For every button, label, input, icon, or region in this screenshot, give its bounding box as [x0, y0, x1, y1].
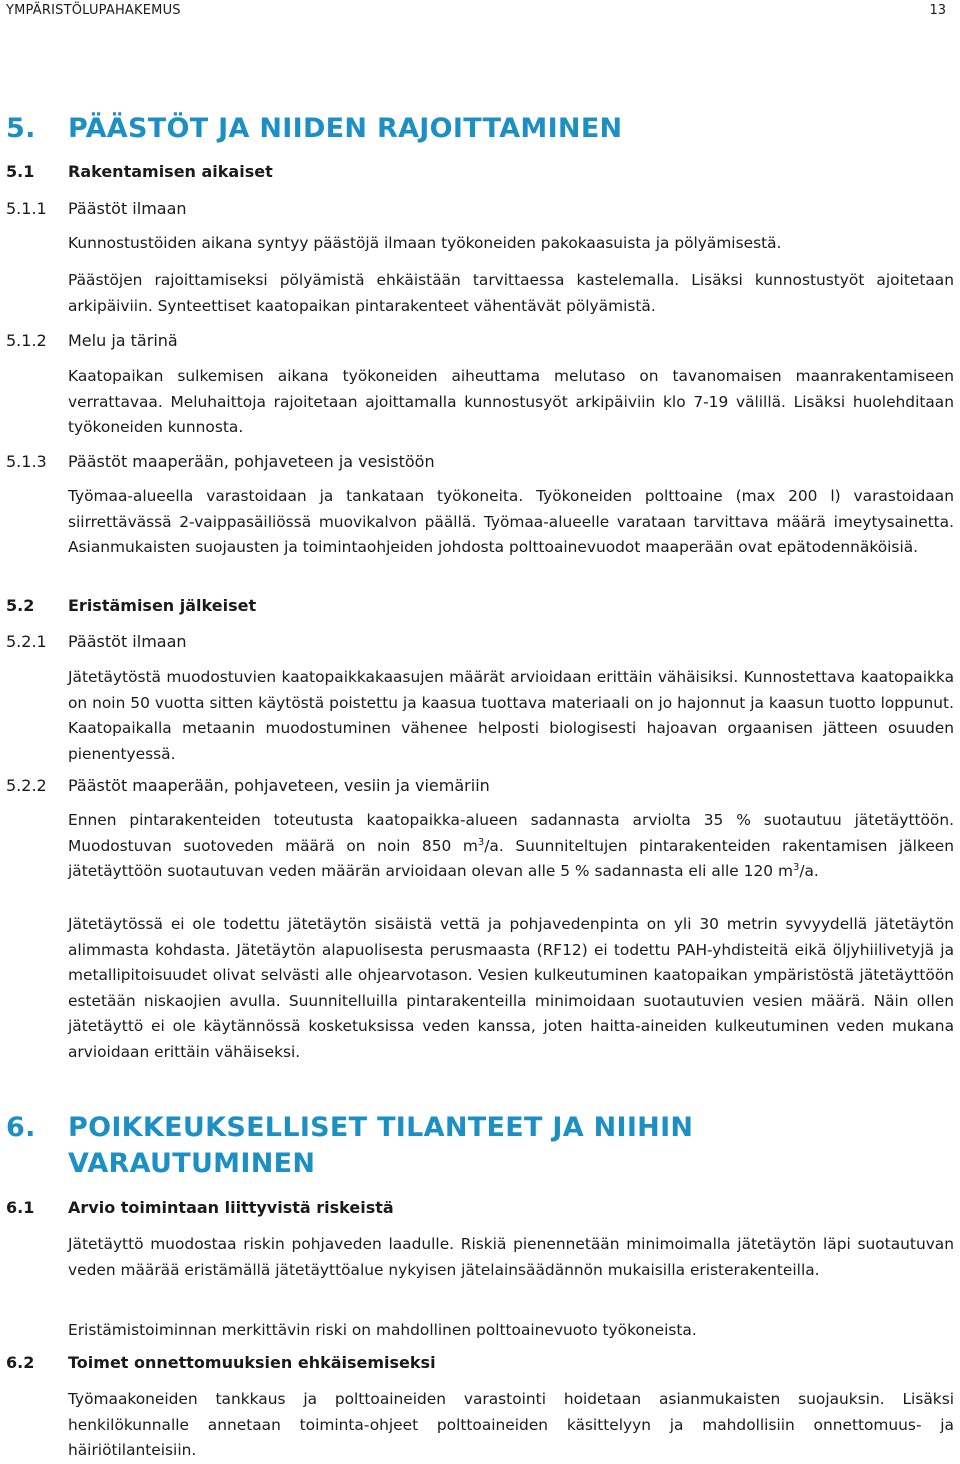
- paragraph: Kaatopaikan sulkemisen aikana työkoneiden aiheuttama melutaso on tavanomaisen maanrakentamiseen verrattavaa. Meluhaittoja rajoitetaan ajoittamalla kunnostusyöt arkipäiviin klo 7-19 välillä. Lisäksi huolehditaan työkoneiden kunnosta.: [68, 367, 954, 436]
- subsection-number: 5.2.2: [6, 776, 47, 795]
- text-run: Ennen pintarakenteiden toteutusta kaatopaikka-alueen sadannasta arviolta 35 % suotautuu jätetäyttöön. Muodostuvan suotoveden määrä on noin 850 m: [68, 811, 954, 855]
- subsection-title: Melu ja tärinä: [68, 331, 178, 350]
- paragraph: Eristämistoiminnan merkittävin riski on mahdollinen polttoainevuoto työkoneista.: [68, 1321, 697, 1339]
- subsection-number: 5.1: [6, 162, 35, 181]
- paragraph: Jätetäytöstä muodostuvien kaatopaikkakaasujen määrät arvioidaan erittäin vähäisiksi. Kunnostettava kaatopaikka on noin 50 vuotta sitten käytöstä poistettu ja kaasua tuottava materiaali on jo hajonnut ja kaasun tuotto loppunut. Kaatopaikalla metaanin muodostuminen vähenee helposti biologisesti hajoavan orgaanisen jätteen osuuden pienentyessä.: [68, 668, 954, 763]
- subsection-number: 5.2.1: [6, 632, 47, 651]
- paragraph: Kunnostustöiden aikana syntyy päästöjä ilmaan työkoneiden pakokaasuista ja pölyämisestä.: [68, 234, 782, 252]
- subsection-title: Päästöt maaperään, pohjaveteen, vesiin ja viemäriin: [68, 776, 490, 795]
- section-number: 6.: [6, 1112, 36, 1143]
- section-title: POIKKEUKSELLISET TILANTEET JA NIIHIN VARAUTUMINEN: [68, 1112, 694, 1179]
- subsection-number: 5.1.3: [6, 452, 47, 471]
- subsection-number: 6.2: [6, 1353, 35, 1372]
- text-run: /a.: [799, 862, 819, 880]
- section-title: PÄÄSTÖT JA NIIDEN RAJOITTAMINEN: [68, 113, 623, 144]
- paragraph: Jätetäytössä ei ole todettu jätetäytön sisäistä vettä ja pohjavedenpinta on yli 30 metrin syvyydellä jätetäytön alimmasta kohdasta. Jätetäytön alapuolisesta perusmaasta (RF12) ei todettu PAH-yhdisteitä eikä öljyhiilivetyjä ja metallipitoisuudet olivat selvästi alle ohjearvotason. Vesien kulkeutuminen kaatopaikan ympäristöstä jätetäyttöön estetään niskaojien avulla. Suunnitelluilla pintarakenteilla minimoidaan suotautuvien vesien määrä. Näin ollen jätetäyttö ei ole käytännössä kosketuksissa veden kanssa, joten haitta-aineiden kulkeutuminen veden mukana arvioidaan erittäin vähäiseksi.: [68, 915, 954, 1061]
- subsection-title: Päästöt maaperään, pohjaveteen ja vesistöön: [68, 452, 435, 471]
- text-run: /a. Suunniteltujen pintarakenteiden rakentamisen jälkeen jätetäyttöön suotautuvan veden määrän arvioidaan olevan alle 5 % sadannasta eli alle 120 m: [68, 836, 955, 880]
- subsection-title: Rakentamisen aikaiset: [68, 162, 273, 181]
- subsection-title: Arvio toimintaan liittyvistä riskeistä: [68, 1198, 394, 1217]
- subsection-number: 6.1: [6, 1198, 35, 1217]
- subsection-number: 5.2: [6, 596, 35, 615]
- paragraph: Työmaa-alueella varastoidaan ja tankataan työkoneita. Työkoneiden polttoaine (max 200 l) varastoidaan siirrettävässä 2-vaippasäiliössä muovikalvon päällä. Työmaa-alueelle varataan tarvittava määrä imeytysainetta. Asianmukaisten suojausten ja toimintaohjeiden johdosta polttoainevuodot maaperään ovat epätodennäköisiä.: [68, 487, 954, 556]
- paragraph: Päästöjen rajoittamiseksi pölyämistä ehkäistään tarvittaessa kastelemalla. Lisäksi kunnostustyöt ajoitetaan arkipäiviin. Synteettiset kaatopaikan pintarakenteet vähentävät pölyämistä.: [68, 271, 954, 315]
- subsection-number: 5.1.1: [6, 199, 47, 218]
- subsection-number: 5.1.2: [6, 331, 47, 350]
- subsection-title: Päästöt ilmaan: [68, 199, 187, 218]
- superscript: 3: [792, 862, 800, 873]
- subsection-title: Toimet onnettomuuksien ehkäisemiseksi: [68, 1353, 436, 1372]
- page-number: 13: [929, 3, 946, 18]
- subsection-title: Eristämisen jälkeiset: [68, 596, 257, 615]
- subsection-title: Päästöt ilmaan: [68, 632, 187, 651]
- paragraph: [68, 808, 954, 885]
- running-header: [6, 0, 946, 22]
- paragraph: Työmaakoneiden tankkaus ja polttoaineiden varastointi hoidetaan asianmukaisten suojauksin. Lisäksi henkilökunnalle annetaan toiminta-ohjeet polttoaineiden käsittelyyn ja mahdollisiin onnettomuus- ja häiriötilanteisiin.: [68, 1390, 954, 1459]
- running-title: YMPÄRISTÖLUPAHAKEMUS: [6, 3, 181, 18]
- section-number: 5.: [6, 113, 36, 144]
- paragraph: Jätetäyttö muodostaa riskin pohjaveden laadulle. Riskiä pienennetään minimoimalla jätetäytön läpi suotautuvan veden määrää eristämällä jätetäyttöalue nykyisen jätelainsäädännön mukaisilla eristerakenteilla.: [68, 1235, 954, 1279]
- superscript: 3: [477, 836, 485, 848]
